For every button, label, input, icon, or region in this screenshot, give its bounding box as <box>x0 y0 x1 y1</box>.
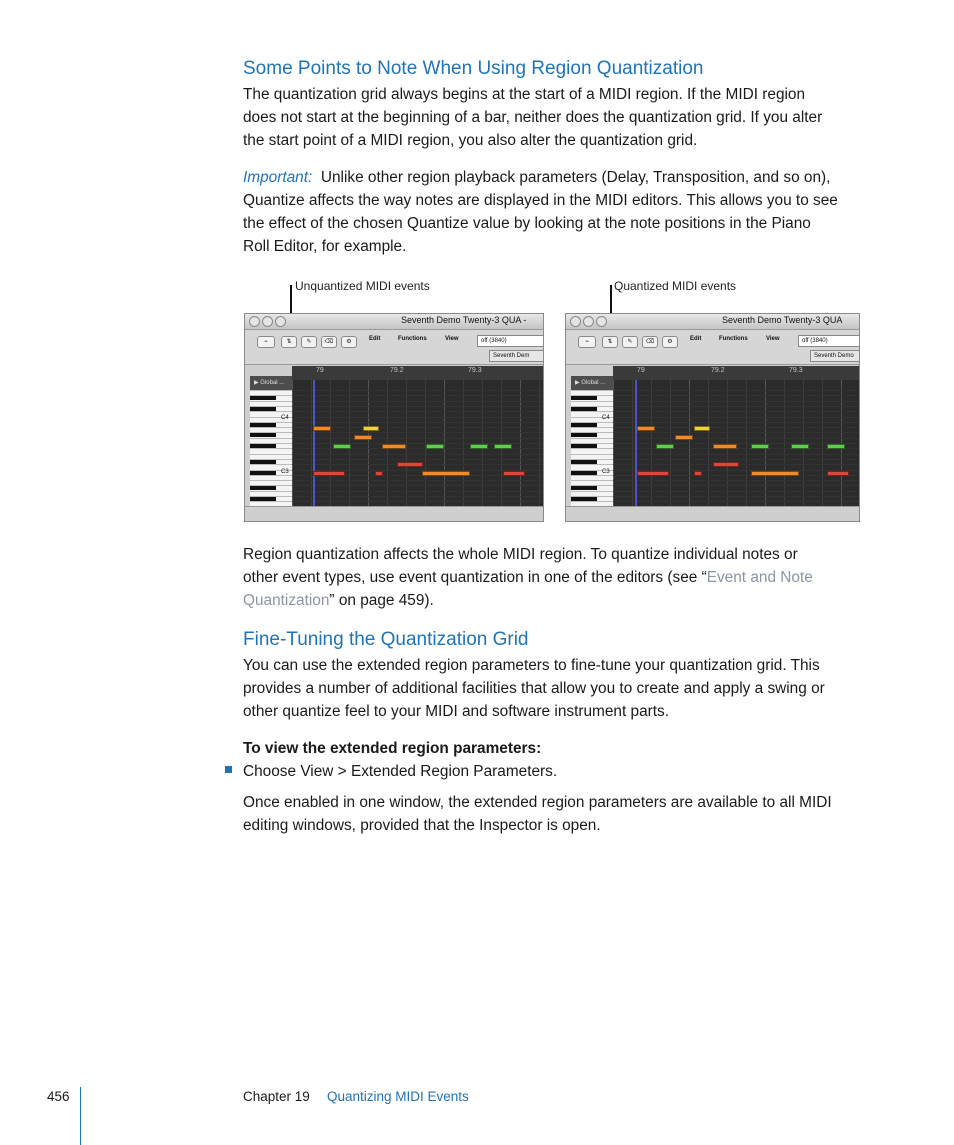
key-divider <box>250 480 292 481</box>
grid-row <box>613 496 859 497</box>
text-line: Unlike other region playback parameters (Delay, Transposition, and so on), <box>320 169 831 186</box>
midi-note[interactable] <box>694 426 710 431</box>
key-label-c3: C3 <box>602 469 610 475</box>
grid-row <box>292 480 543 481</box>
key-divider <box>571 454 613 455</box>
grid-row <box>292 491 543 492</box>
menu-view[interactable]: View <box>766 336 780 342</box>
footer-chapter: Chapter 19 <box>243 1089 310 1104</box>
ruler-label: 79.3 <box>468 367 482 374</box>
key-divider <box>250 432 292 433</box>
text-line: Region quantization affects the whole MIDI region. To quantize individual notes or <box>243 546 798 563</box>
key-divider <box>571 459 613 460</box>
grid-row <box>292 438 543 439</box>
ruler-label: 79 <box>316 367 324 374</box>
grid-row <box>292 485 543 486</box>
text-line: provides a number of additional facilities that allow you to create and apply a swing or <box>243 680 825 697</box>
key-divider <box>250 448 292 449</box>
text-line: other event types, use event quantization in one of the editors (see “ <box>243 569 707 586</box>
key-divider <box>571 427 613 428</box>
key-divider <box>571 501 613 502</box>
grid-row <box>613 422 859 423</box>
paragraph-extended-parameters <box>243 654 883 723</box>
midi-note[interactable] <box>656 444 674 449</box>
zoom-button[interactable] <box>596 316 607 327</box>
text-line: Roll Editor, for example. <box>243 238 407 255</box>
grid-row <box>292 432 543 433</box>
key-divider <box>250 491 292 492</box>
midi-note[interactable] <box>637 471 669 476</box>
toolbar <box>245 330 543 365</box>
key-divider <box>250 438 292 439</box>
playhead[interactable] <box>635 380 637 506</box>
quantize-field[interactable]: off (3840) <box>798 335 860 347</box>
text-line: ” on page 459). <box>329 592 434 609</box>
pencil-tool-icon[interactable]: ✎ <box>622 336 638 348</box>
key-divider <box>571 406 613 407</box>
key-divider <box>571 491 613 492</box>
key-label-c4: C4 <box>602 415 610 421</box>
grid-row <box>292 411 543 412</box>
text-line: does not start at the beginning of a bar, neither does the quantization grid. If you alter <box>243 109 823 126</box>
key-label-c4: C4 <box>281 415 289 421</box>
midi-note[interactable] <box>694 471 702 476</box>
menu-functions[interactable]: Functions <box>719 336 748 342</box>
midi-note[interactable] <box>382 444 406 449</box>
grid-row <box>613 438 859 439</box>
footer-chapter-title: Quantizing MIDI Events <box>327 1089 469 1104</box>
grid-row <box>613 390 859 391</box>
key-divider <box>250 443 292 444</box>
note-grid[interactable] <box>292 380 543 506</box>
key-divider <box>250 427 292 428</box>
ruler-label: 79.3 <box>789 367 803 374</box>
region-name-field: Seventh Demo <box>810 350 860 362</box>
paragraph-region-quantization <box>243 543 883 612</box>
minimize-button[interactable] <box>262 316 273 327</box>
close-button[interactable] <box>570 316 581 327</box>
minimize-button[interactable] <box>583 316 594 327</box>
status-bar <box>245 506 543 521</box>
key-divider <box>250 406 292 407</box>
text-line: The quantization grid always begins at the start of a MIDI region. If the MIDI region <box>243 86 806 103</box>
bullet-step: Choose View > Extended Region Parameters. <box>243 763 558 780</box>
important-label: Important: <box>243 169 313 186</box>
midi-note[interactable] <box>494 444 512 449</box>
piano-keyboard[interactable] <box>571 390 613 506</box>
region-name-field: Seventh Dem <box>489 350 544 362</box>
ruler-label: 79 <box>637 367 645 374</box>
toolbar <box>566 330 859 365</box>
global-tracks-button[interactable]: ▶ Global ... <box>250 376 292 390</box>
midi-note[interactable] <box>333 444 351 449</box>
cross-reference-link[interactable]: Quantization <box>243 592 330 609</box>
eraser-tool-icon[interactable]: ⌫ <box>321 336 337 348</box>
playhead[interactable] <box>313 380 315 506</box>
key-divider <box>571 464 613 465</box>
footer-divider <box>80 1087 81 1145</box>
grid-row <box>613 491 859 492</box>
grid-row <box>613 459 859 460</box>
task-heading: To view the extended region parameters: <box>243 740 542 757</box>
key-divider <box>250 496 292 497</box>
text-line: editing windows, provided that the Inspector is open. <box>243 817 601 834</box>
grid-row <box>292 390 543 391</box>
link-icon[interactable]: ⌁ <box>578 336 596 348</box>
menu-view[interactable]: View <box>445 336 459 342</box>
midi-note[interactable] <box>751 444 769 449</box>
grid-row <box>292 395 543 396</box>
link-icon[interactable]: ⌁ <box>257 336 275 348</box>
text-line: Once enabled in one window, the extended region parameters are available to all MIDI <box>243 794 832 811</box>
key-divider <box>571 390 613 391</box>
grid-row <box>292 401 543 402</box>
grid-row <box>613 401 859 402</box>
midi-note[interactable] <box>375 471 383 476</box>
global-tracks-button[interactable]: ▶ Global ... <box>571 376 613 390</box>
key-divider <box>571 448 613 449</box>
snap-icon[interactable]: ⚙ <box>662 336 678 348</box>
grid-row <box>292 406 543 407</box>
text-line: Quantize affects the way notes are displayed in the MIDI editors. This allows you to see <box>243 192 838 209</box>
text-line: the start point of a MIDI region, you also alter the quantization grid. <box>243 132 698 149</box>
key-divider <box>250 464 292 465</box>
key-divider <box>250 454 292 455</box>
menu-functions[interactable]: Functions <box>398 336 427 342</box>
window-title: Seventh Demo Twenty-3 QUA - <box>401 315 527 325</box>
key-divider <box>250 411 292 412</box>
piano-roll-window-unquantized <box>244 313 544 522</box>
midi-note[interactable] <box>397 462 423 467</box>
key-divider <box>250 485 292 486</box>
key-divider <box>571 395 613 396</box>
zoom-button[interactable] <box>275 316 286 327</box>
text-line: other quantize feel to your MIDI and software instrument parts. <box>243 703 670 720</box>
key-divider <box>571 443 613 444</box>
eraser-tool-icon[interactable]: ⌫ <box>642 336 658 348</box>
piano-keyboard[interactable] <box>250 390 292 506</box>
key-divider <box>250 459 292 460</box>
key-divider <box>250 401 292 402</box>
menu-edit[interactable]: Edit <box>690 336 702 342</box>
text-line: You can use the extended region parameters to fine-tune your quantization grid. This <box>243 657 820 674</box>
paragraph-inspector <box>243 791 883 837</box>
text-line: the effect of the chosen Quantize value by looking at the note positions in the Piano <box>243 215 811 232</box>
grid-row <box>613 411 859 412</box>
window-titlebar <box>245 314 543 330</box>
status-bar <box>566 506 859 521</box>
midi-note[interactable] <box>791 444 809 449</box>
cross-reference-link[interactable]: Event and Note <box>706 569 813 586</box>
page-number: 456 <box>47 1089 70 1104</box>
grid-row <box>613 395 859 396</box>
grid-row <box>292 417 543 418</box>
grid-row <box>613 406 859 407</box>
bullet-square-icon <box>225 766 232 773</box>
midi-note[interactable] <box>713 444 737 449</box>
key-divider <box>571 432 613 433</box>
key-divider <box>571 422 613 423</box>
grid-row <box>292 501 543 502</box>
menu-edit[interactable]: Edit <box>369 336 381 342</box>
grid-row <box>613 454 859 455</box>
pointer-tool-icon[interactable]: ⇅ <box>602 336 618 348</box>
midi-note[interactable] <box>426 444 444 449</box>
key-divider <box>571 411 613 412</box>
quantize-field[interactable]: off (3840) <box>477 335 544 347</box>
bar-ruler[interactable] <box>613 366 859 380</box>
pencil-tool-icon[interactable]: ✎ <box>301 336 317 348</box>
key-divider <box>250 501 292 502</box>
caption-unquantized: Unquantized MIDI events <box>295 279 430 293</box>
grid-row <box>613 501 859 502</box>
midi-note[interactable] <box>363 426 379 431</box>
grid-row <box>292 422 543 423</box>
grid-row <box>613 485 859 486</box>
pointer-tool-icon[interactable]: ⇅ <box>281 336 297 348</box>
bar-ruler[interactable] <box>292 366 543 380</box>
ruler-label: 79.2 <box>390 367 404 374</box>
important-note <box>243 166 883 258</box>
key-divider <box>250 422 292 423</box>
midi-note[interactable] <box>675 435 693 440</box>
window-title: Seventh Demo Twenty-3 QUA <box>722 315 843 325</box>
section-heading-region-quantization: Some Points to Note When Using Region Quantization <box>243 58 704 79</box>
grid-row <box>292 459 543 460</box>
section-heading-fine-tuning: Fine-Tuning the Quantization Grid <box>243 629 529 650</box>
key-divider <box>571 438 613 439</box>
grid-row <box>292 496 543 497</box>
grid-row <box>613 480 859 481</box>
piano-roll-window-quantized <box>565 313 860 522</box>
paragraph-quantization-grid <box>243 83 883 152</box>
key-label-c3: C3 <box>281 469 289 475</box>
key-divider <box>571 480 613 481</box>
key-divider <box>571 401 613 402</box>
ruler-label: 79.2 <box>711 367 725 374</box>
midi-note[interactable] <box>827 444 845 449</box>
close-button[interactable] <box>249 316 260 327</box>
snap-icon[interactable]: ⚙ <box>341 336 357 348</box>
midi-note[interactable] <box>827 471 849 476</box>
key-divider <box>571 496 613 497</box>
key-divider <box>250 395 292 396</box>
midi-note[interactable] <box>713 462 739 467</box>
note-grid[interactable] <box>613 380 859 506</box>
midi-note[interactable] <box>503 471 525 476</box>
midi-note[interactable] <box>637 426 655 431</box>
grid-row <box>613 432 859 433</box>
window-titlebar <box>566 314 859 330</box>
midi-note[interactable] <box>313 426 331 431</box>
caption-quantized: Quantized MIDI events <box>614 279 737 293</box>
midi-note[interactable] <box>422 471 470 476</box>
key-divider <box>571 485 613 486</box>
midi-note[interactable] <box>313 471 345 476</box>
grid-row <box>292 454 543 455</box>
grid-row <box>613 417 859 418</box>
midi-note[interactable] <box>751 471 799 476</box>
midi-note[interactable] <box>354 435 372 440</box>
midi-note[interactable] <box>470 444 488 449</box>
key-divider <box>250 390 292 391</box>
